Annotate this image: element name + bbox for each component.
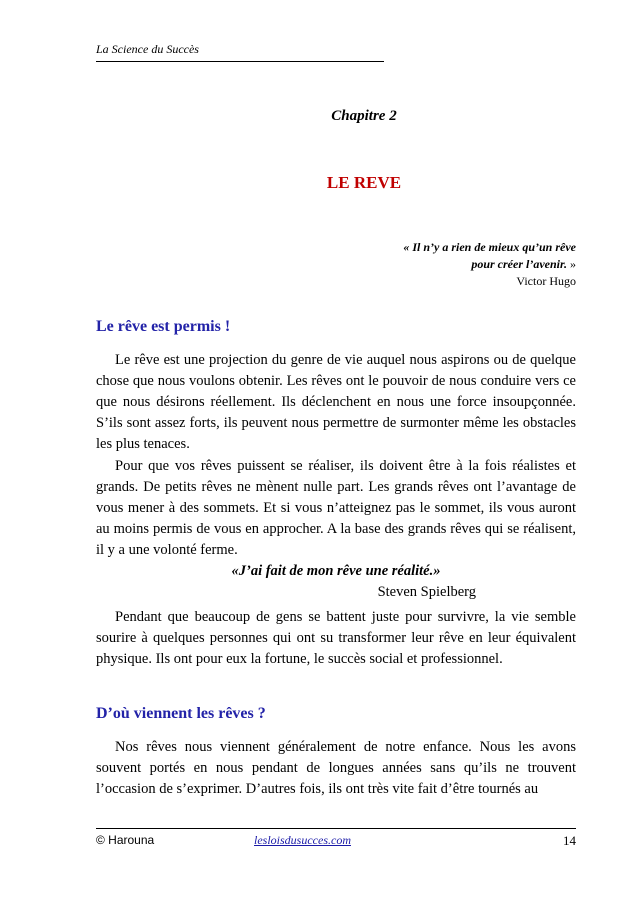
epigraph-line-2-wrap <box>256 256 576 273</box>
paragraph-2: Pour que vos rêves puissent se réaliser, ils doivent être à la fois réalistes et grands. De petits rêves ne mènent nulle part. Les grands rêves ont l’avantage de vous mener à des sommets. Et si vous n’atteignez pas le sommet, ils vous auront au moins permis de vous en approcher. A la base des grands rêves qui se réalisent, il y a une volonté ferme. <box>96 458 576 558</box>
footer-copyright: © Harouna <box>96 833 155 847</box>
chapter-title <box>96 173 576 193</box>
epigraph-author: Victor Hugo <box>516 274 576 288</box>
quote-author: Steven Spielberg <box>377 584 476 600</box>
epigraph-close: » <box>567 257 576 271</box>
chapter-label <box>96 108 576 125</box>
section-title-2: D’où viennent les rêves ? <box>96 705 266 722</box>
page-number: 14 <box>563 833 576 848</box>
chapter-title-text: LE REVE <box>326 173 402 192</box>
paragraph-1: Le rêve est une projection du genre de vie auquel nous aspirons ou de quelque chose que nous voulons obtenir. Les rêves ont le pouvoir de nous conduire vers ce que nous désirons réellement. Ils déclenchent en nous une force insoupçonnée. S’ils sont assez forts, ils peuvent nous permettre de surmonter même les obstacles les plus tenaces. <box>96 352 576 452</box>
footer-website-link[interactable]: lesloisdusucces.com <box>254 833 351 847</box>
page-footer <box>96 828 576 851</box>
chapter-number: Chapitre 2 <box>331 108 397 124</box>
paragraph-3: Pendant que beaucoup de gens se battent juste pour survivre, la vie semble sourire à quelques personnes qui ont su transformer leur rêve en leur équivalent physique. Ils ont pour eux la fortune, le succès social et professionnel. <box>96 609 576 667</box>
quote-text: «J’ai fait de mon rêve une réalité.» <box>231 563 441 579</box>
epigraph-line-2: pour créer l’avenir. <box>471 257 567 271</box>
epigraph <box>256 239 576 290</box>
running-header: La Science du Succès <box>96 41 384 62</box>
epigraph-line-1: « Il n’y a rien de mieux qu’un rêve <box>403 240 576 254</box>
paragraph-4: Nos rêves nous viennent généralement de notre enfance. Nous les avons souvent portés en nous pendant de longues années sans qu’ils ne trouvent l’occasion de s’exprimer. D’autres fois, ils ont très vite fait d’être tournés au <box>96 739 576 797</box>
quote-block <box>96 561 576 603</box>
section-title-1: Le rêve est permis ! <box>96 318 231 335</box>
